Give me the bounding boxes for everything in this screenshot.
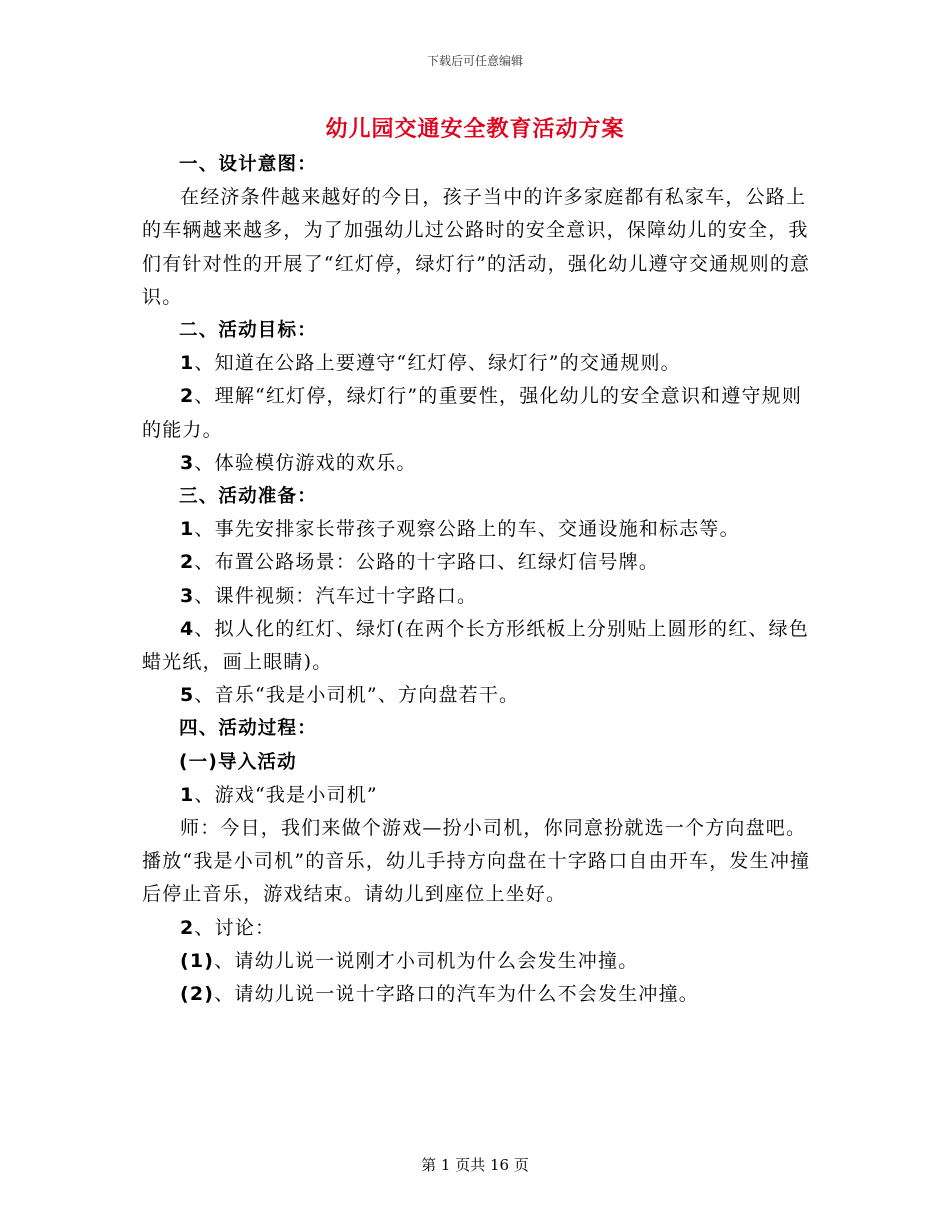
item-number: (2) [180,983,215,1006]
list-item-goal-1 [142,347,814,380]
section-heading-goals: 二、活动目标： [179,320,317,342]
item-number: 2 [180,385,195,408]
item-text: 、讨论： [194,916,276,939]
section-heading-preparation: 三、活动准备： [179,486,317,508]
item-text: 、请幼儿说一说刚才小司机为什么会发生冲撞。 [214,949,639,972]
item-number: (1) [180,949,215,972]
item-number: 2 [180,551,195,574]
list-item-prep-4 [142,613,814,679]
list-item-prep-5 [142,679,814,712]
list-item-prep-2 [142,546,814,579]
list-item-prep-1 [142,513,814,546]
list-item-process-1 [142,779,814,812]
item-text: 、拟人化的红灯、绿灯(在两个长方形纸板上分别贴上圆形的红、绿色蜡光纸，画上眼睛)。 [142,617,810,674]
item-number: 1 [180,518,195,541]
paragraph-teacher-script: 师：今日，我们来做个游戏—扮小司机，你同意扮就选一个方向盘吧。播放“我是小司机”的音乐，幼儿手持方向盘在十字路口自由开车，发生冲撞后停止音乐，游戏结束。请幼儿到座位上坐好。 [142,817,811,906]
section-heading-process: 四、活动过程： [179,718,317,740]
item-text: 、体验模仿游戏的欢乐。 [194,451,417,474]
item-number: 3 [180,584,195,607]
item-text: 、理解“红灯停，绿灯行”的重要性，强化幼儿的安全意识和遵守规则的能力。 [142,385,803,441]
list-item-goal-3 [142,447,814,480]
item-text: 、音乐“我是小司机”、方向盘若干。 [194,684,520,707]
item-text: 、游戏“我是小司机” [194,783,378,806]
list-item-question-2 [142,978,814,1011]
item-number: 1 [180,352,195,375]
list-item-goal-2 [142,380,814,446]
list-item-question-1 [142,945,814,978]
subsection-heading-intro: (一)导入活动 [179,751,297,773]
item-text: 、课件视频：汽车过十字路口。 [194,584,478,607]
item-number: 1 [180,783,195,806]
item-number: 5 [180,684,195,707]
page-header: 下载后可任意编辑 [426,54,523,68]
item-text: 、事先安排家长带孩子观察公路上的车、交通设施和标志等。 [194,518,740,541]
list-item-prep-3 [142,580,814,613]
item-text: 、知道在公路上要遵守“红灯停、绿灯行”的交通规则。 [194,352,681,375]
document-body [142,148,814,1011]
section-heading-design-intent: 一、设计意图： [179,154,317,175]
list-item-process-2 [142,912,814,945]
item-number: 3 [180,451,195,474]
item-text: 、布置公路场景：公路的十字路口、红绿灯信号牌。 [194,551,660,574]
page-footer: 第 1 页共 16 页 [421,1156,529,1174]
item-text: 、请幼儿说一说十字路口的汽车为什么不会发生冲撞。 [214,983,699,1006]
item-number: 4 [180,617,195,640]
item-number: 2 [180,916,195,939]
paragraph-design-intent: 在经济条件越来越好的今日，孩子当中的许多家庭都有私家车，公路上的车辆越来越多，为了加强幼儿过公路时的安全意识，保障幼儿的安全，我们有针对性的开展了“红灯停，绿灯行”的活动，强化幼儿遵守交通规则的意识。 [142,186,811,308]
document-title: 幼儿园交通安全教育活动方案 [325,116,625,142]
